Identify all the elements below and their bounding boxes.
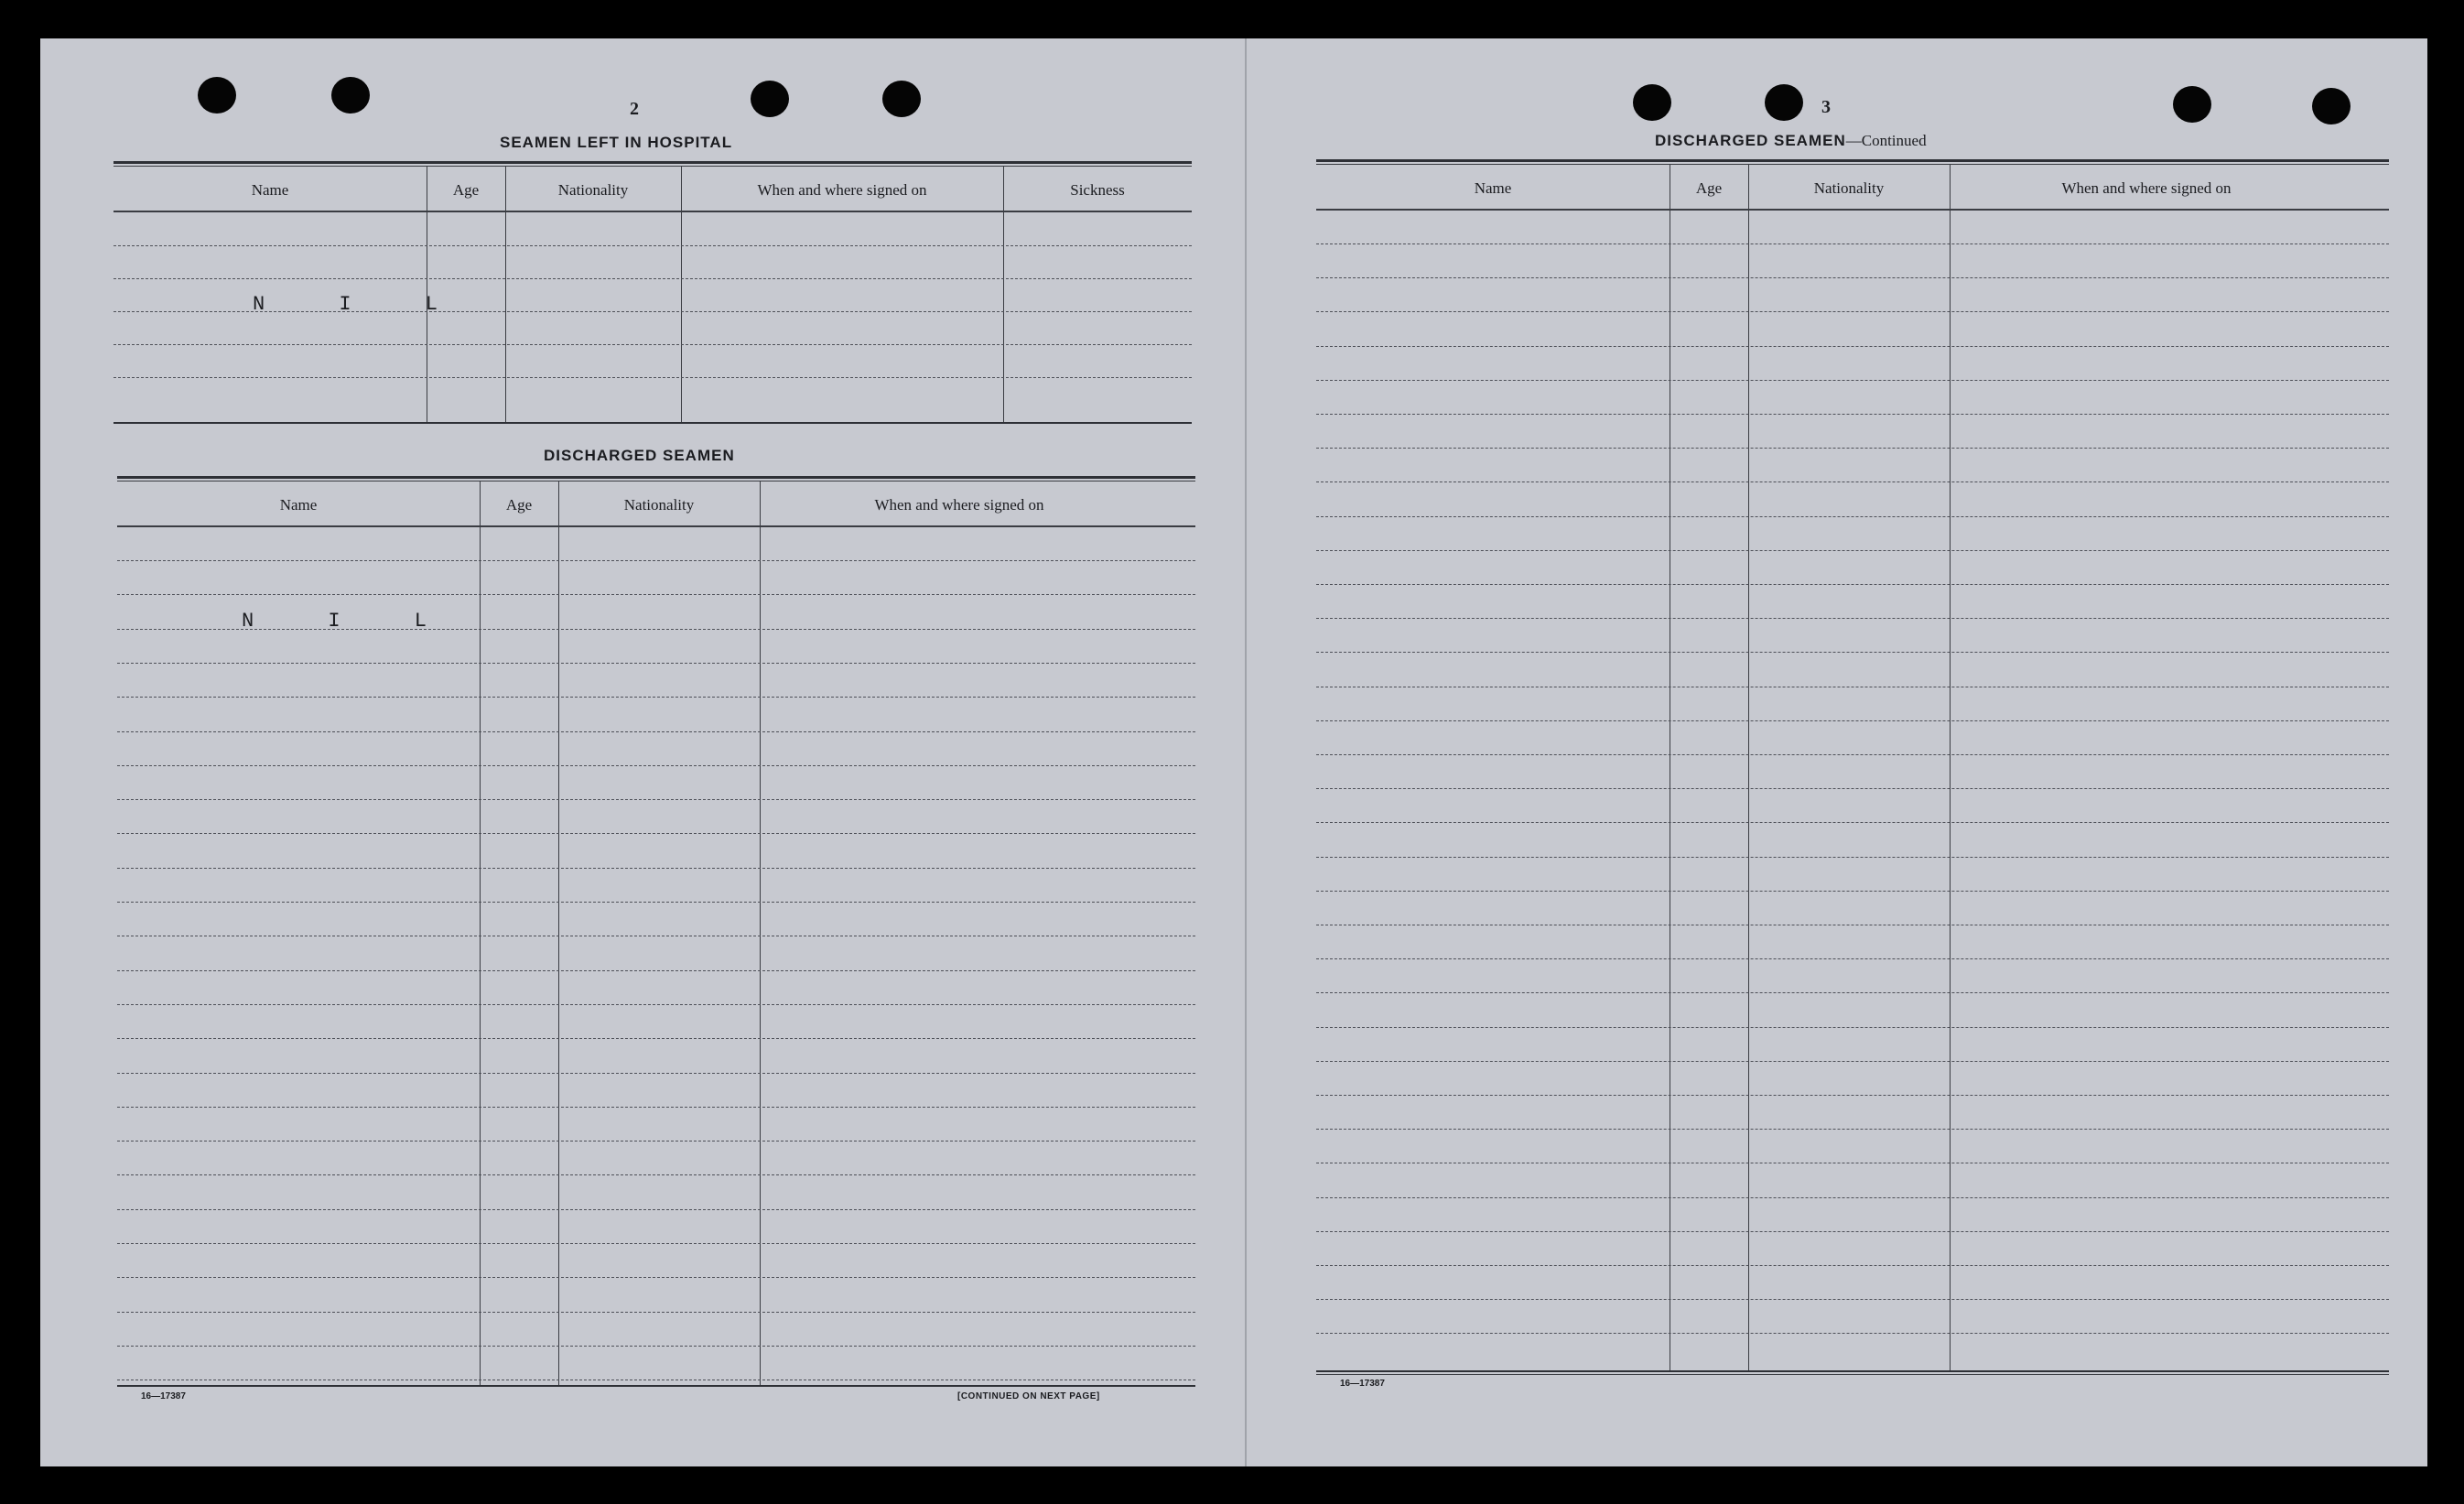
hospital-entry-text: N I L xyxy=(253,293,470,316)
row-line xyxy=(117,868,1195,869)
table-bottom-rule xyxy=(1316,1370,2389,1372)
row-line xyxy=(117,1209,1195,1210)
col-header-age: Age xyxy=(452,181,480,199)
row-line xyxy=(117,560,1195,561)
row-line xyxy=(1316,1129,2389,1130)
table-top-rule xyxy=(1316,159,2389,162)
column-separator xyxy=(1003,166,1004,422)
col-header-nationality: Nationality xyxy=(623,496,695,514)
row-line xyxy=(113,278,1192,279)
col-header-signed-on: When and where signed on xyxy=(757,181,927,199)
row-line xyxy=(117,902,1195,903)
page-fold xyxy=(1245,38,1247,1466)
row-line xyxy=(117,1243,1195,1244)
row-line xyxy=(117,1107,1195,1108)
row-line xyxy=(1316,1095,2389,1096)
row-line xyxy=(117,697,1195,698)
row-line xyxy=(1316,380,2389,381)
row-line xyxy=(1316,857,2389,858)
row-line xyxy=(1316,1231,2389,1232)
col-header-name: Name xyxy=(251,181,289,199)
row-line xyxy=(117,1346,1195,1347)
row-line xyxy=(1316,1197,2389,1198)
row-line xyxy=(1316,516,2389,517)
row-line xyxy=(1316,311,2389,312)
title-suffix: —Continued xyxy=(1845,132,1927,149)
hospital-table xyxy=(113,161,1192,463)
row-line xyxy=(1316,448,2389,449)
row-line xyxy=(1316,277,2389,278)
row-line xyxy=(1316,958,2389,959)
punch-hole xyxy=(1765,84,1803,121)
row-line xyxy=(1316,1061,2389,1062)
row-line xyxy=(1316,481,2389,482)
column-separator xyxy=(681,166,682,422)
header-bottom-rule xyxy=(1316,209,2389,211)
row-line xyxy=(1316,618,2389,619)
row-line xyxy=(1316,992,2389,993)
header-bottom-rule xyxy=(117,525,1195,527)
row-line xyxy=(117,799,1195,800)
punch-hole xyxy=(882,81,921,117)
col-header-signed-on: When and where signed on xyxy=(874,496,1044,514)
punch-hole xyxy=(2173,86,2211,123)
continued-note: [CONTINUED ON NEXT PAGE] xyxy=(957,1391,1100,1401)
column-separator xyxy=(760,481,761,1385)
title-main: DISCHARGED SEAMEN xyxy=(1655,132,1846,149)
row-line xyxy=(1316,822,2389,823)
row-line xyxy=(117,765,1195,766)
column-separator xyxy=(505,166,506,422)
hospital-section-title: SEAMEN LEFT IN HOSPITAL xyxy=(500,134,733,151)
row-line xyxy=(117,833,1195,834)
row-line xyxy=(117,1004,1195,1005)
row-line xyxy=(1316,1265,2389,1266)
punch-hole xyxy=(2312,88,2351,124)
row-line xyxy=(117,663,1195,664)
row-line xyxy=(117,594,1195,595)
row-line xyxy=(1316,414,2389,415)
discharged-continued-title xyxy=(1655,132,1927,150)
row-line xyxy=(113,344,1192,345)
col-header-sickness: Sickness xyxy=(1070,181,1125,199)
row-line xyxy=(1316,1027,2389,1028)
row-line xyxy=(1316,346,2389,347)
column-separator xyxy=(558,481,559,1385)
col-header-age: Age xyxy=(505,496,533,514)
table-top-rule xyxy=(1316,164,2389,165)
col-header-signed-on: When and where signed on xyxy=(2061,179,2232,197)
row-line xyxy=(117,1141,1195,1142)
row-line xyxy=(117,731,1195,732)
scanned-form-spread xyxy=(40,38,2427,1466)
row-line xyxy=(117,1277,1195,1278)
page-number-left: 2 xyxy=(630,99,639,119)
punch-hole xyxy=(198,77,236,114)
row-line xyxy=(117,1073,1195,1074)
table-bottom-rule xyxy=(117,1385,1195,1387)
table-bottom-rule xyxy=(1316,1374,2389,1375)
row-line xyxy=(1316,584,2389,585)
row-line xyxy=(117,1038,1195,1039)
table-top-rule xyxy=(113,166,1192,167)
row-line xyxy=(117,1312,1195,1313)
column-separator xyxy=(480,481,481,1385)
punch-hole xyxy=(751,81,789,117)
row-line xyxy=(113,245,1192,246)
row-line xyxy=(1316,550,2389,551)
row-line xyxy=(117,970,1195,971)
row-line xyxy=(1316,1299,2389,1300)
row-line xyxy=(117,1174,1195,1175)
table-top-rule xyxy=(117,476,1195,479)
col-header-nationality: Nationality xyxy=(1813,179,1885,197)
header-bottom-rule xyxy=(113,211,1192,212)
row-line xyxy=(1316,788,2389,789)
row-line xyxy=(1316,652,2389,653)
punch-hole xyxy=(331,77,370,114)
table-top-rule xyxy=(113,161,1192,164)
col-header-name: Name xyxy=(279,496,318,514)
table-bottom-rule xyxy=(113,422,1192,424)
col-header-name: Name xyxy=(1474,179,1512,197)
col-header-nationality: Nationality xyxy=(557,181,629,199)
punch-hole xyxy=(1633,84,1671,121)
discharged-section-title: DISCHARGED SEAMEN xyxy=(544,447,735,464)
row-line xyxy=(1316,754,2389,755)
page-number-right: 3 xyxy=(1821,97,1831,117)
discharged-entry-text: N I L xyxy=(242,610,459,633)
row-line xyxy=(1316,1333,2389,1334)
row-line xyxy=(1316,243,2389,244)
row-line xyxy=(113,377,1192,378)
form-number-right: 16—17387 xyxy=(1340,1379,1385,1389)
row-line xyxy=(1316,720,2389,721)
discharged-table-left xyxy=(117,476,1195,1419)
discharged-table-right xyxy=(1316,159,2389,1423)
form-number-left: 16—17387 xyxy=(141,1391,186,1401)
col-header-age: Age xyxy=(1695,179,1723,197)
row-line xyxy=(1316,891,2389,892)
